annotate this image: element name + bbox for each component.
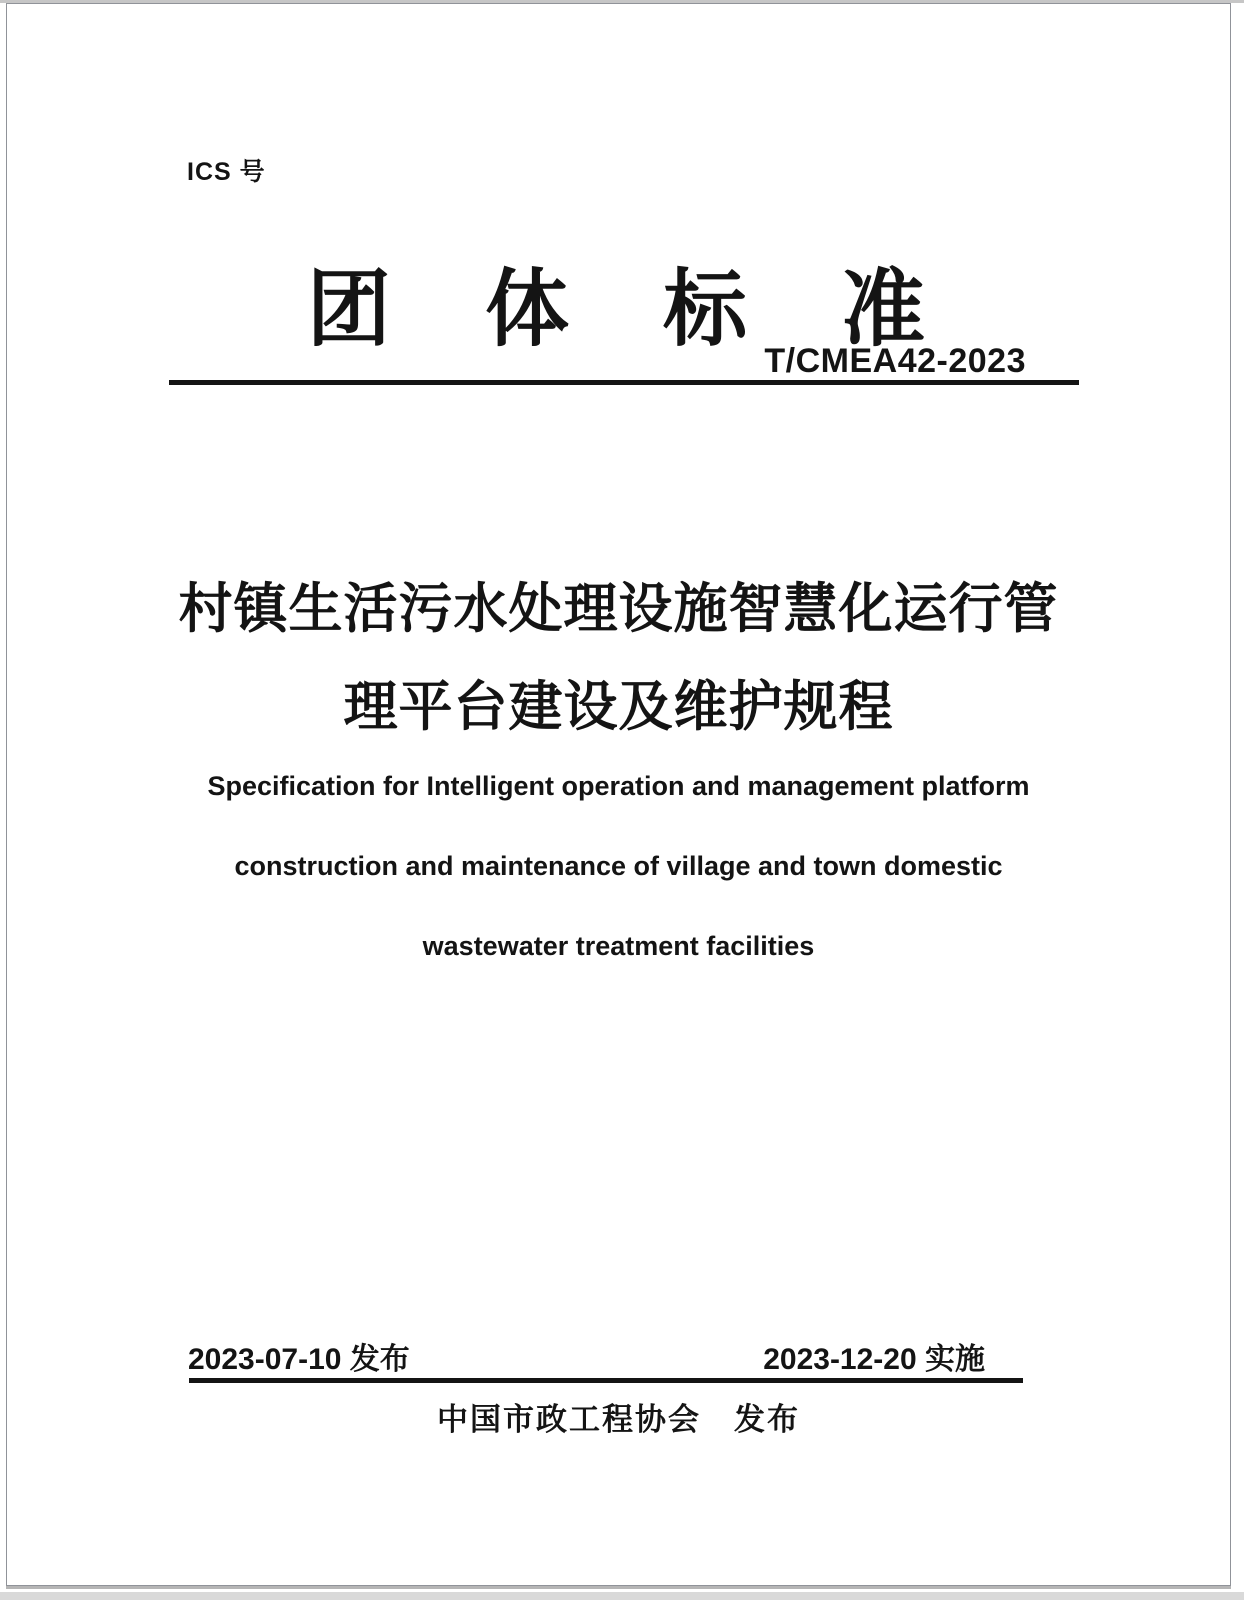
dates-row (188, 1334, 985, 1378)
title-english-line3: wastewater treatment facilities (422, 931, 815, 961)
ics-number-label: ICS 号 (187, 158, 266, 186)
window-edge-bottom (0, 1592, 1244, 1600)
doc-type-heading: 团 体 标 准 (306, 262, 931, 356)
publisher-line: 中国市政工程协会 发布 (437, 1402, 800, 1437)
standard-code: T/CMEA42-2023 (764, 342, 1026, 380)
title-english-line1: Specification for Intelligent operation and management platform (207, 771, 1030, 801)
title-english-line2: construction and maintenance of village and town domestic (234, 851, 1003, 881)
issue-date: 2023-07-10 发布 (188, 1343, 410, 1376)
title-chinese (7, 560, 1230, 756)
document-cover-page (6, 3, 1231, 1586)
title-chinese-line2: 理平台建设及维护规程 (343, 677, 894, 737)
header-rule (169, 380, 1079, 385)
implement-date: 2023-12-20 实施 (763, 1343, 985, 1376)
footer-rule (189, 1378, 1023, 1383)
title-chinese-line1: 村镇生活污水处理设施智慧化运行管 (178, 579, 1059, 639)
title-english (7, 746, 1230, 986)
